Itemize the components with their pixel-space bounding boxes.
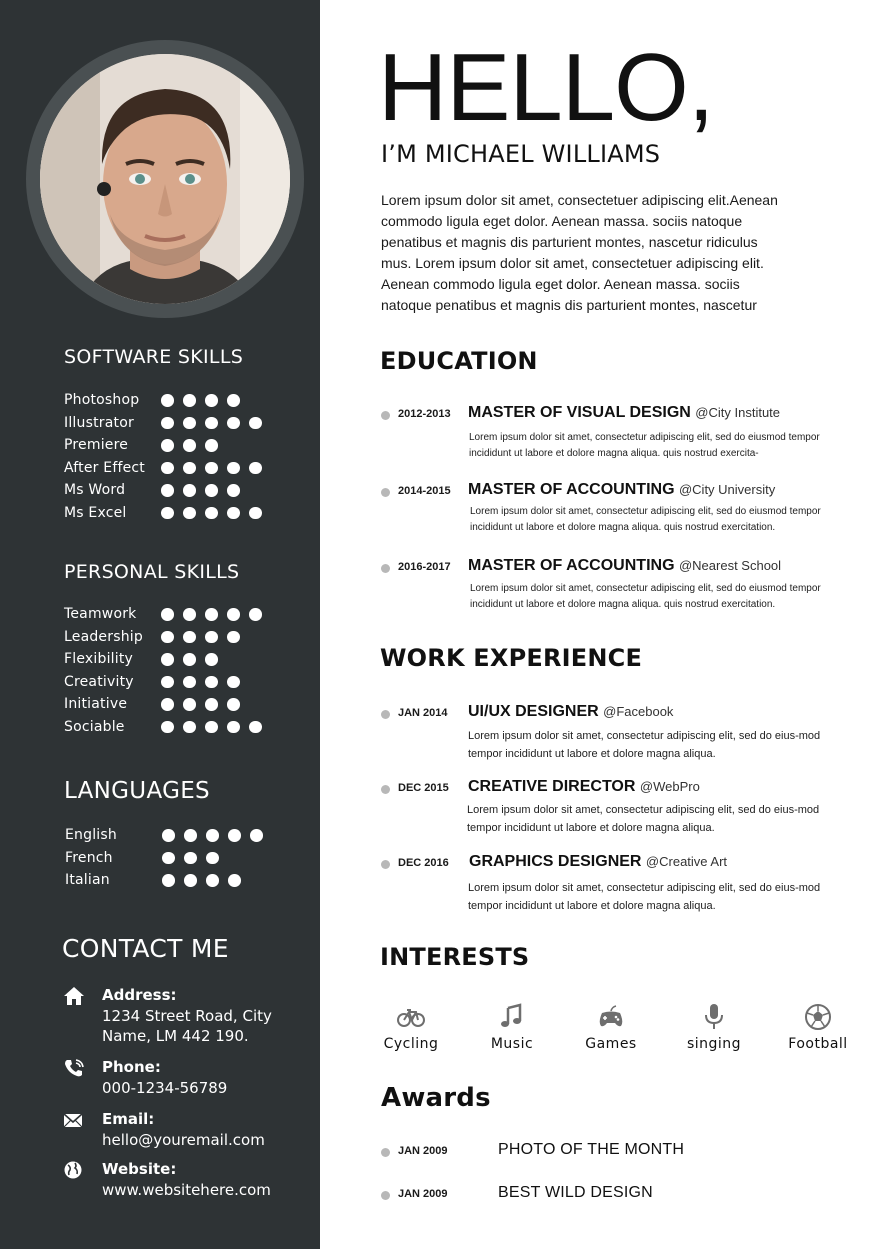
- interest-label: Cycling: [383, 1036, 439, 1052]
- rating-dot: [161, 653, 174, 666]
- sidebar: [0, 0, 320, 1249]
- skill-rating: [162, 829, 263, 842]
- software-skills-title: SOFTWARE SKILLS: [64, 346, 244, 368]
- interests-title: INTERESTS: [380, 943, 530, 971]
- award-date: JAN 2009: [398, 1145, 448, 1157]
- work-description: Lorem ipsum dolor sit amet, consectetur adipiscing elit, sed do eius-mod tempor incididunt ut labore et dolore magna aliqua.: [467, 804, 820, 834]
- interest-label: singing: [686, 1036, 742, 1052]
- rating-dot: [161, 484, 174, 497]
- bullet: [381, 411, 390, 420]
- rating-dot: [227, 721, 240, 734]
- gamepad-icon: [596, 1002, 626, 1032]
- rating-dot: [184, 874, 197, 887]
- award-title: PHOTO OF THE MONTH: [498, 1141, 685, 1158]
- award-title: BEST WILD DESIGN: [498, 1184, 653, 1201]
- rating-dot: [205, 698, 218, 711]
- website-label: Website:: [102, 1160, 177, 1178]
- rating-dot: [205, 417, 218, 430]
- rating-dot: [183, 417, 196, 430]
- work-date: JAN 2014: [398, 707, 448, 719]
- rating-dot: [227, 484, 240, 497]
- email-label: Email:: [102, 1110, 155, 1128]
- website-value[interactable]: www.websitehere.com: [102, 1181, 271, 1199]
- education-degree: MASTER OF VISUAL DESIGN: [468, 404, 691, 421]
- bullet: [381, 564, 390, 573]
- skill-rating: [161, 631, 240, 644]
- email-value[interactable]: hello@youremail.com: [102, 1131, 265, 1149]
- education-title: EDUCATION: [380, 347, 538, 375]
- profile-photo: [40, 54, 290, 304]
- rating-dot: [161, 417, 174, 430]
- skill-row: [64, 671, 294, 694]
- interests-row: [378, 1002, 858, 1062]
- rating-dot: [249, 462, 262, 475]
- skill-row: [64, 389, 294, 412]
- home-icon: [63, 986, 85, 1006]
- skill-rating: [161, 721, 262, 734]
- rating-dot: [183, 484, 196, 497]
- rating-dot: [228, 829, 241, 842]
- rating-dot: [183, 394, 196, 407]
- interest-item: [371, 1002, 451, 1052]
- rating-dot: [161, 507, 174, 520]
- awards-title: Awards: [381, 1083, 491, 1113]
- rating-dot: [184, 829, 197, 842]
- rating-dot: [250, 829, 263, 842]
- skill-rating: [161, 507, 262, 520]
- rating-dot: [227, 507, 240, 520]
- work-company: @WebPro: [639, 779, 700, 794]
- rating-dot: [205, 439, 218, 452]
- skill-row: [64, 626, 294, 649]
- interest-label: Games: [585, 1036, 637, 1052]
- rating-dot: [205, 653, 218, 666]
- interest-item: [778, 1002, 858, 1052]
- music-note-icon: [497, 1002, 527, 1032]
- bicycle-icon: [396, 1002, 426, 1032]
- rating-dot: [206, 874, 219, 887]
- skill-row: [64, 603, 294, 626]
- profile-photo-illustration: [40, 54, 290, 304]
- rating-dot: [161, 394, 174, 407]
- greeting-headline: HELLO,: [378, 34, 714, 141]
- skill-name: Sociable: [64, 718, 125, 735]
- rating-dot: [183, 676, 196, 689]
- rating-dot: [205, 721, 218, 734]
- skill-name: Italian: [65, 872, 110, 889]
- rating-dot: [227, 608, 240, 621]
- bullet: [381, 785, 390, 794]
- education-date: 2014-2015: [398, 485, 451, 497]
- skill-row: [64, 648, 294, 671]
- bullet: [381, 860, 390, 869]
- skill-name: Photoshop: [64, 392, 140, 409]
- skill-row: [64, 434, 294, 457]
- education-degree: MASTER OF ACCOUNTING: [468, 557, 675, 574]
- skill-name: Teamwork: [64, 606, 137, 623]
- skill-row: [65, 869, 295, 892]
- intro-paragraph: Lorem ipsum dolor sit amet, consectetuer adipiscing elit.Aenean commodo ligula eget dolor. Aenean massa. sociis natoque penatibus et magnis dis parturient montes, nascetur ridiculus mus. Lorem ipsum dolor sit amet, consectetuer adipiscing elit. Aenean commodo ligula eget dolor. Aenean massa. sociis natoque penatibus et magnis dis parturient montes, nascetur: [381, 192, 778, 313]
- work-description: Lorem ipsum dolor sit amet, consectetur adipiscing elit, sed do eius-mod tempor incididunt ut labore et dolore magna aliqua.: [468, 882, 821, 912]
- rating-dot: [227, 394, 240, 407]
- skill-rating: [162, 874, 241, 887]
- bullet: [381, 1191, 390, 1200]
- rating-dot: [205, 484, 218, 497]
- phone-value: 000-1234-56789: [102, 1079, 228, 1097]
- rating-dot: [227, 631, 240, 644]
- interest-label: Music: [490, 1036, 534, 1052]
- skill-name: French: [65, 849, 113, 866]
- skill-rating: [161, 439, 218, 452]
- work-company: @Facebook: [603, 704, 674, 719]
- rating-dot: [183, 698, 196, 711]
- skill-row: [64, 457, 294, 480]
- personal-skills-list: [64, 603, 294, 738]
- rating-dot: [249, 417, 262, 430]
- rating-dot: [161, 698, 174, 711]
- skill-name: English: [65, 827, 117, 844]
- rating-dot: [184, 852, 197, 865]
- work-date: DEC 2016: [398, 857, 449, 869]
- skill-rating: [161, 653, 218, 666]
- rating-dot: [205, 507, 218, 520]
- rating-dot: [227, 698, 240, 711]
- skill-name: Ms Word: [64, 482, 126, 499]
- rating-dot: [162, 852, 175, 865]
- skill-row: [64, 479, 294, 502]
- work-role: UI/UX DESIGNER: [468, 703, 599, 720]
- education-description: Lorem ipsum dolor sit amet, consectetur adipiscing elit, sed do eiusmod tempor incididunt ut labore et dolore magna aliqua. quis nostrud exercitation.: [470, 506, 821, 533]
- rating-dot: [249, 507, 262, 520]
- rating-dot: [227, 417, 240, 430]
- bullet: [381, 1148, 390, 1157]
- work-company: @Creative Art: [645, 854, 728, 869]
- education-institution: @City Institute: [695, 405, 781, 420]
- skill-rating: [162, 852, 219, 865]
- skill-rating: [161, 608, 262, 621]
- interest-item: [674, 1002, 754, 1052]
- rating-dot: [183, 507, 196, 520]
- education-institution: @City University: [678, 482, 776, 497]
- interest-item: [571, 1002, 651, 1052]
- skill-row: [64, 693, 294, 716]
- contact-title: CONTACT ME: [62, 934, 229, 963]
- rating-dot: [205, 462, 218, 475]
- address-value: 1234 Street Road, City Name, LM 442 190.: [102, 1007, 272, 1045]
- work-date: DEC 2015: [398, 782, 449, 794]
- skill-rating: [161, 698, 240, 711]
- rating-dot: [206, 852, 219, 865]
- bullet: [381, 710, 390, 719]
- skill-rating: [161, 417, 262, 430]
- award-date: JAN 2009: [398, 1188, 448, 1200]
- phone-icon: [63, 1058, 85, 1078]
- education-date: 2012-2013: [398, 408, 451, 420]
- skill-row: [65, 824, 295, 847]
- rating-dot: [183, 608, 196, 621]
- full-name: I’M MICHAEL WILLIAMS: [381, 140, 661, 168]
- rating-dot: [228, 874, 241, 887]
- globe-icon: [63, 1160, 85, 1180]
- rating-dot: [205, 394, 218, 407]
- bullet: [381, 488, 390, 497]
- skill-name: Ms Excel: [64, 504, 127, 521]
- rating-dot: [183, 653, 196, 666]
- skill-name: Flexibility: [64, 651, 134, 668]
- rating-dot: [161, 721, 174, 734]
- skill-name: Leadership: [64, 628, 143, 645]
- rating-dot: [162, 874, 175, 887]
- interest-item: [472, 1002, 552, 1052]
- skill-rating: [161, 484, 240, 497]
- work-experience-title: WORK EXPERIENCE: [380, 644, 643, 672]
- rating-dot: [205, 608, 218, 621]
- phone-label: Phone:: [102, 1058, 161, 1076]
- work-description: Lorem ipsum dolor sit amet, consectetur adipiscing elit, sed do eius-mod tempor incididunt ut labore et dolore magna aliqua.: [468, 730, 821, 760]
- football-icon: [803, 1002, 833, 1032]
- rating-dot: [227, 462, 240, 475]
- rating-dot: [206, 829, 219, 842]
- personal-skills-title: PERSONAL SKILLS: [64, 561, 240, 583]
- rating-dot: [249, 721, 262, 734]
- rating-dot: [205, 631, 218, 644]
- education-date: 2016-2017: [398, 561, 451, 573]
- rating-dot: [161, 439, 174, 452]
- skill-name: Illustrator: [64, 414, 134, 431]
- education-degree: MASTER OF ACCOUNTING: [468, 481, 675, 498]
- languages-list: [65, 824, 295, 892]
- skill-rating: [161, 394, 240, 407]
- skill-row: [65, 847, 295, 870]
- microphone-icon: [699, 1002, 729, 1032]
- rating-dot: [183, 721, 196, 734]
- skill-name: After Effect: [64, 459, 145, 476]
- skill-row: [64, 412, 294, 435]
- rating-dot: [183, 631, 196, 644]
- rating-dot: [205, 676, 218, 689]
- education-description: Lorem ipsum dolor sit amet, consectetur adipiscing elit, sed do eiusmod tempor incididunt ut labore et dolore magna aliqua. quis nostrud exercitation.: [470, 583, 821, 610]
- rating-dot: [161, 631, 174, 644]
- languages-title: LANGUAGES: [64, 778, 210, 804]
- rating-dot: [183, 439, 196, 452]
- rating-dot: [183, 462, 196, 475]
- education-description: Lorem ipsum dolor sit amet, consectetur adipiscing elit, sed do eiusmod tempor incididunt ut labore et dolore magna aliqua. quis nostrud exercita-: [469, 432, 820, 459]
- interest-label: Football: [788, 1036, 848, 1052]
- rating-dot: [161, 462, 174, 475]
- skill-row: [64, 716, 294, 739]
- skill-rating: [161, 462, 262, 475]
- skill-name: Creativity: [64, 673, 134, 690]
- address-label: Address:: [102, 986, 177, 1004]
- envelope-icon: [63, 1110, 85, 1130]
- rating-dot: [162, 829, 175, 842]
- rating-dot: [227, 676, 240, 689]
- work-role: CREATIVE DIRECTOR: [468, 778, 636, 795]
- rating-dot: [161, 676, 174, 689]
- education-institution: @Nearest School: [678, 558, 782, 573]
- rating-dot: [161, 608, 174, 621]
- skill-row: [64, 502, 294, 525]
- work-role: GRAPHICS DESIGNER: [469, 853, 642, 870]
- software-skills-list: [64, 389, 294, 524]
- skill-rating: [161, 676, 240, 689]
- rating-dot: [249, 608, 262, 621]
- skill-name: Initiative: [64, 696, 128, 713]
- skill-name: Premiere: [64, 437, 129, 454]
